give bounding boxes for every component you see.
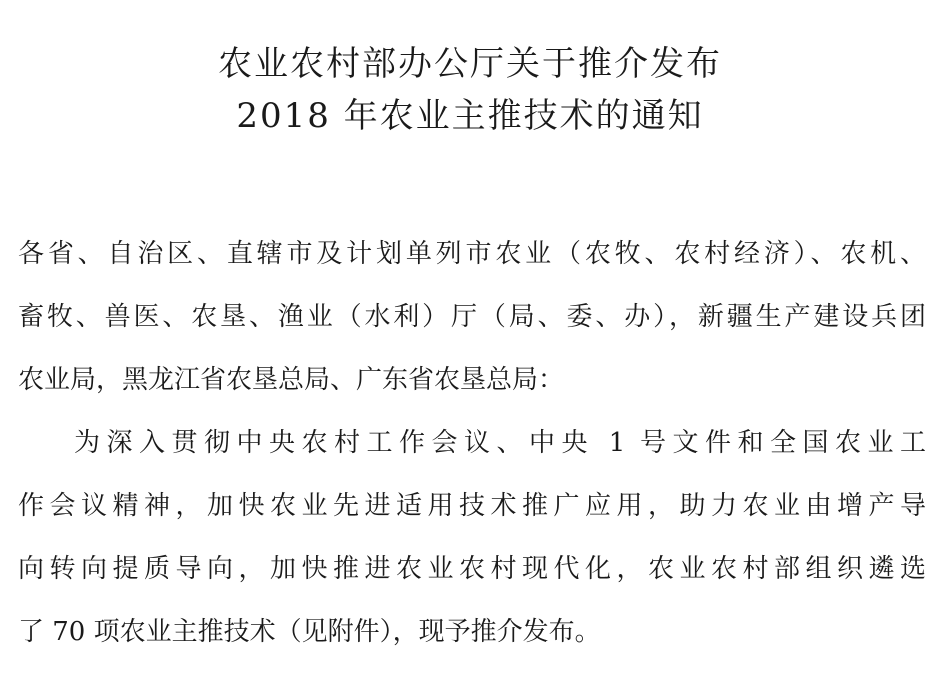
addressee-line-1: 各省、自治区、直辖市及计划单列市农业（农牧、农村经济）、农机、 (18, 239, 926, 269)
addressee-paragraph (18, 223, 926, 412)
body-line-2: 作会议精神，加快农业先进适用技术推广应用，助力农业由增产导 (18, 491, 926, 521)
title-line-1: 农业农村部办公厅关于推介发布 (218, 44, 722, 84)
body-line-1: 为深入贯彻中央农村工作会议、中央 1 号文件和全国农业工 (74, 428, 926, 458)
document-title (0, 38, 940, 142)
document-body (18, 223, 926, 664)
addressee-line-3: 农业局，黑龙江省农垦总局、广东省农垦总局： (18, 365, 565, 395)
body-line-4: 了 70 项农业主推技术（见附件），现予推介发布。 (18, 617, 601, 647)
body-line-3: 向转向提质导向，加快推进农业农村现代化，农业农村部组织遴选 (18, 554, 926, 584)
addressee-line-2: 畜牧、兽医、农垦、渔业（水利）厅（局、委、办），新疆生产建设兵团 (18, 302, 926, 332)
body-paragraph (18, 412, 926, 664)
title-line-2: 2018 年农业主推技术的通知 (236, 96, 704, 136)
